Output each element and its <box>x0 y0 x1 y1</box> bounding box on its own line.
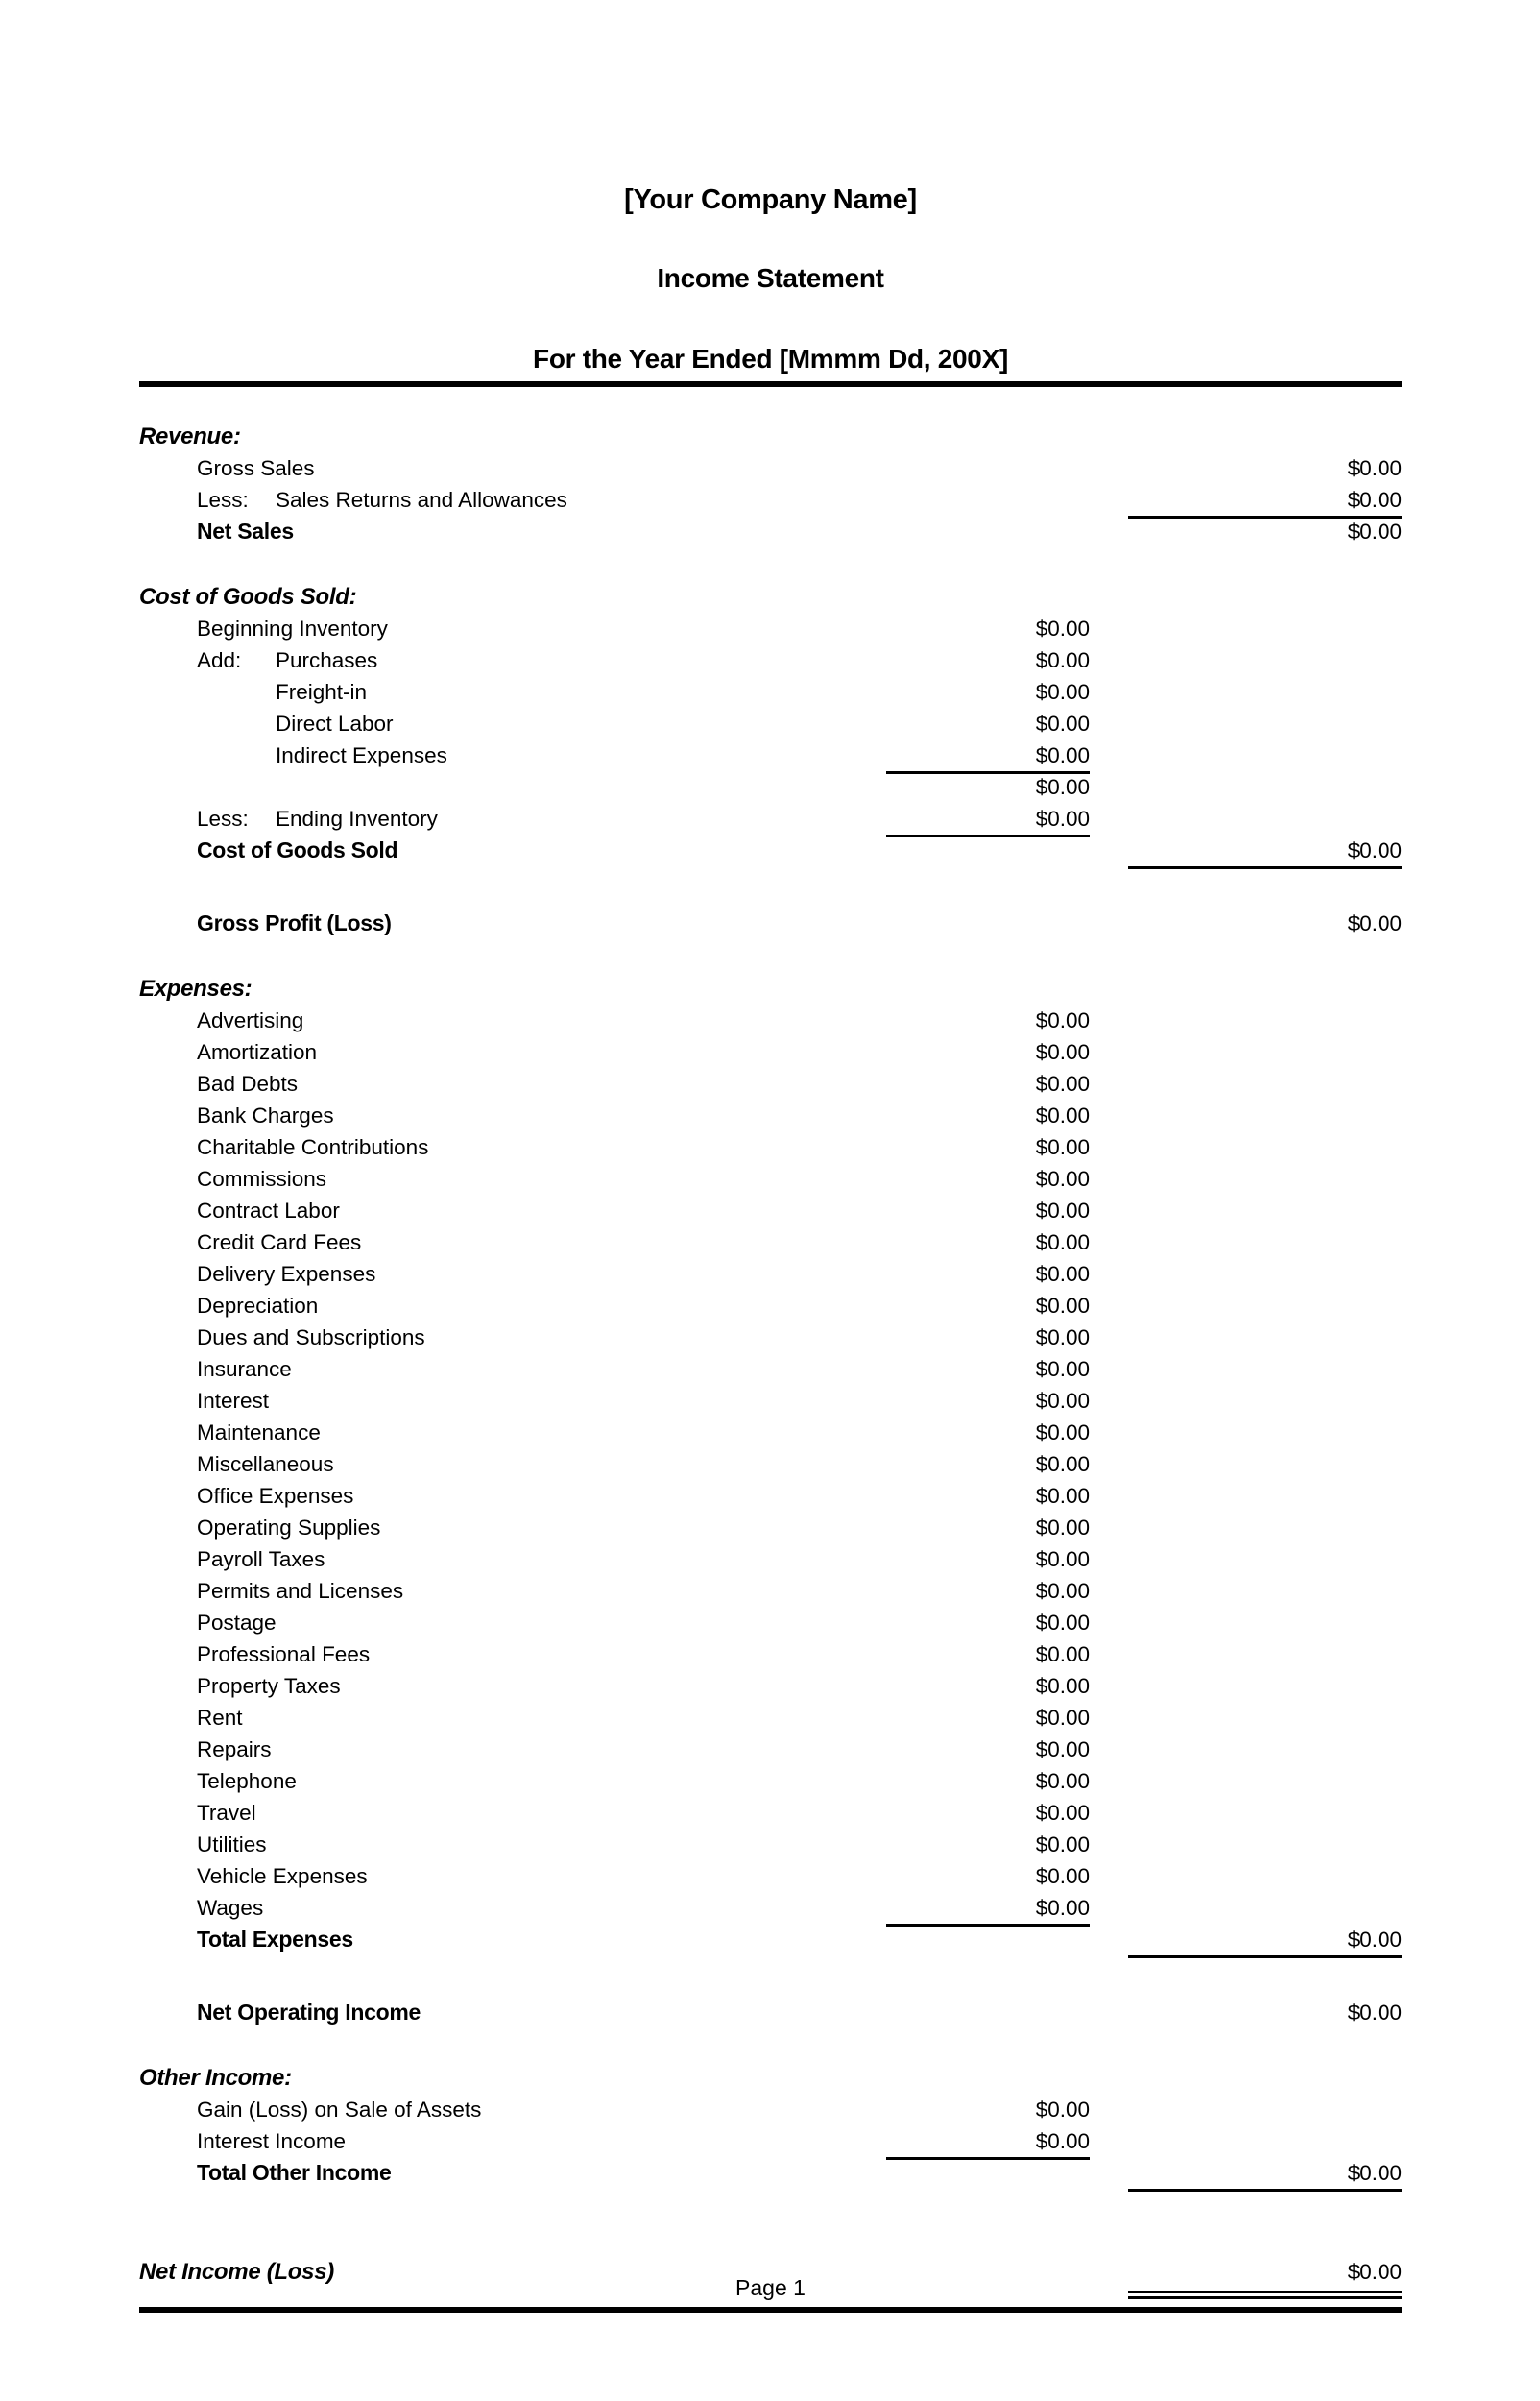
row-label: Ending Inventory <box>276 807 438 831</box>
amount-value-mid: $0.00 <box>1035 1262 1090 1286</box>
amount-value-right: $0.00 <box>1347 2161 1402 2185</box>
item-row <box>139 1258 1402 1290</box>
row-label: Amortization <box>197 1040 318 1064</box>
subtotal-row <box>139 771 1402 803</box>
amount-value-mid: $0.00 <box>1035 1547 1090 1571</box>
row-label: Insurance <box>197 1357 292 1381</box>
row-label: Operating Supplies <box>197 1516 381 1540</box>
amount-value-mid: $0.00 <box>1035 1516 1090 1540</box>
item-row <box>139 803 1402 835</box>
row-label: Indirect Expenses <box>276 743 447 767</box>
section-row <box>139 2062 1402 2094</box>
amount-value-mid: $0.00 <box>1035 2098 1090 2122</box>
amount-value-mid: $0.00 <box>1035 1008 1090 1032</box>
amount-value-mid: $0.00 <box>1035 1864 1090 1888</box>
section-row <box>139 421 1402 452</box>
amount-value-mid: $0.00 <box>1035 807 1090 831</box>
row-label: Net Sales <box>197 519 294 544</box>
row-label: Net Income (Loss) <box>139 2259 334 2285</box>
amount-value-right: $0.00 <box>1347 2001 1402 2025</box>
amount-value-mid: $0.00 <box>1035 1389 1090 1413</box>
row-label: Telephone <box>197 1769 297 1793</box>
row-label: Payroll Taxes <box>197 1547 325 1571</box>
row-label: Credit Card Fees <box>197 1230 362 1254</box>
row-label: Vehicle Expenses <box>197 1864 368 1888</box>
row-label: Purchases <box>276 648 378 672</box>
row-label: Advertising <box>197 1008 304 1032</box>
row-label: Total Expenses <box>197 1927 353 1952</box>
amount-value-mid: $0.00 <box>1035 1167 1090 1191</box>
total-row <box>139 835 1402 866</box>
amount-value-mid: $0.00 <box>1035 1072 1090 1096</box>
amount-value-mid: $0.00 <box>1035 680 1090 704</box>
item-row <box>139 1100 1402 1131</box>
amount-value-mid: $0.00 <box>1035 1484 1090 1508</box>
row-label: Professional Fees <box>197 1642 371 1666</box>
item-row <box>139 676 1402 708</box>
item-row <box>139 484 1402 516</box>
document-header <box>139 182 1402 387</box>
item-row <box>139 2125 1402 2157</box>
item-row <box>139 1512 1402 1543</box>
row-label: Permits and Licenses <box>197 1579 404 1603</box>
row-label: Gross Sales <box>197 456 315 480</box>
row-label: Revenue: <box>139 424 241 449</box>
row-label: Interest Income <box>197 2129 347 2153</box>
item-row <box>139 1480 1402 1512</box>
row-label: Miscellaneous <box>197 1452 334 1476</box>
company-name: [Your Company Name] <box>624 184 917 215</box>
row-label: Wages <box>197 1896 264 1920</box>
item-row <box>139 1322 1402 1353</box>
amount-value-mid: $0.00 <box>1035 1896 1090 1920</box>
amount-value-mid: $0.00 <box>1035 1737 1090 1761</box>
total-row <box>139 516 1402 547</box>
amount-value-right: $0.00 <box>1347 1928 1402 1952</box>
total-row <box>139 908 1402 939</box>
item-row <box>139 1068 1402 1100</box>
item-row <box>139 1829 1402 1860</box>
item-row <box>139 613 1402 644</box>
item-row <box>139 1385 1402 1417</box>
row-prefix: Add: <box>197 648 242 672</box>
total-row <box>139 2157 1402 2189</box>
amount-value-mid: $0.00 <box>1035 1452 1090 1476</box>
statement-title: Income Statement <box>657 263 884 293</box>
amount-value-mid: $0.00 <box>1035 1294 1090 1318</box>
amount-value-mid: $0.00 <box>1035 1199 1090 1223</box>
row-label: Other Income: <box>139 2065 292 2091</box>
row-label: Sales Returns and Allowances <box>276 488 567 512</box>
amount-value-mid: $0.00 <box>1035 1642 1090 1666</box>
item-row <box>139 1005 1402 1036</box>
row-label: Delivery Expenses <box>197 1262 376 1286</box>
item-row <box>139 1417 1402 1448</box>
amount-value-mid: $0.00 <box>1035 1040 1090 1064</box>
section-row <box>139 973 1402 1005</box>
row-label: Interest <box>197 1389 270 1413</box>
underline-rule <box>1128 2189 1402 2192</box>
item-row <box>139 1892 1402 1924</box>
row-label: Gross Profit (Loss) <box>197 910 392 935</box>
row-label: Cost of Goods Sold: <box>139 584 357 610</box>
amount-value-right: $0.00 <box>1347 2260 1402 2284</box>
amount-value-mid: $0.00 <box>1035 648 1090 672</box>
row-label: Expenses: <box>139 976 253 1002</box>
item-row <box>139 1797 1402 1829</box>
item-row <box>139 1163 1402 1195</box>
amount-value-mid: $0.00 <box>1035 1579 1090 1603</box>
section-row <box>139 581 1402 613</box>
amount-value-right: $0.00 <box>1347 488 1402 512</box>
amount-value-mid: $0.00 <box>1035 1103 1090 1128</box>
amount-value-mid: $0.00 <box>1035 743 1090 767</box>
amount-value-mid: $0.00 <box>1035 1420 1090 1444</box>
amount-value-mid: $0.00 <box>1035 775 1090 799</box>
item-row <box>139 1607 1402 1638</box>
row-label: Postage <box>197 1611 277 1635</box>
total-row <box>139 1997 1402 2028</box>
row-label: Gain (Loss) on Sale of Assets <box>197 2098 482 2122</box>
item-row <box>139 1860 1402 1892</box>
row-label: Bank Charges <box>197 1103 334 1128</box>
item-row <box>139 1353 1402 1385</box>
item-row <box>139 1448 1402 1480</box>
row-label: Rent <box>197 1706 243 1730</box>
row-label: Total Other Income <box>197 2160 392 2185</box>
amount-value-right: $0.00 <box>1347 838 1402 862</box>
item-row <box>139 1702 1402 1734</box>
row-label: Beginning Inventory <box>197 617 388 641</box>
amount-value-mid: $0.00 <box>1035 1674 1090 1698</box>
row-prefix: Less: <box>197 488 249 512</box>
statement-body <box>139 421 1402 2288</box>
amount-value-mid: $0.00 <box>1035 1832 1090 1856</box>
row-label: Freight-in <box>276 680 368 704</box>
row-label: Cost of Goods Sold <box>197 837 398 862</box>
amount-value-mid: $0.00 <box>1035 1230 1090 1254</box>
amount-value-right: $0.00 <box>1347 911 1402 935</box>
row-label: Property Taxes <box>197 1674 341 1698</box>
row-label: Office Expenses <box>197 1484 354 1508</box>
item-row <box>139 1131 1402 1163</box>
item-row <box>139 1036 1402 1068</box>
row-label: Commissions <box>197 1167 327 1191</box>
item-row <box>139 1195 1402 1226</box>
row-label: Bad Debts <box>197 1072 299 1096</box>
row-label: Depreciation <box>197 1294 319 1318</box>
amount-value-right: $0.00 <box>1347 520 1402 544</box>
amount-value-mid: $0.00 <box>1035 1325 1090 1349</box>
amount-value-mid: $0.00 <box>1035 1706 1090 1730</box>
item-row <box>139 1575 1402 1607</box>
item-row <box>139 1734 1402 1765</box>
item-row <box>139 2094 1402 2125</box>
amount-value-right: $0.00 <box>1347 456 1402 480</box>
row-label: Travel <box>197 1801 256 1825</box>
amount-value-mid: $0.00 <box>1035 1357 1090 1381</box>
amount-value-mid: $0.00 <box>1035 1135 1090 1159</box>
row-label: Contract Labor <box>197 1199 340 1223</box>
item-row <box>139 1638 1402 1670</box>
item-row <box>139 740 1402 771</box>
item-row <box>139 1670 1402 1702</box>
row-label: Net Operating Income <box>197 2000 421 2025</box>
item-row <box>139 452 1402 484</box>
item-row <box>139 1543 1402 1575</box>
row-prefix: Less: <box>197 807 249 831</box>
header-rule <box>139 381 1402 387</box>
item-row <box>139 1226 1402 1258</box>
row-label: Dues and Subscriptions <box>197 1325 425 1349</box>
total-row <box>139 1924 1402 1955</box>
footer-rule <box>139 2307 1402 2313</box>
row-label: Charitable Contributions <box>197 1135 429 1159</box>
item-row <box>139 1765 1402 1797</box>
amount-value-mid: $0.00 <box>1035 2129 1090 2153</box>
row-label: Utilities <box>197 1832 267 1856</box>
item-row <box>139 644 1402 676</box>
period-line: For the Year Ended [Mmmm Dd, 200X] <box>533 344 1008 374</box>
underline-rule <box>1128 866 1402 869</box>
amount-value-mid: $0.00 <box>1035 1769 1090 1793</box>
row-label: Repairs <box>197 1737 272 1761</box>
underline-rule <box>1128 1955 1402 1958</box>
row-label: Maintenance <box>197 1420 321 1444</box>
amount-value-mid: $0.00 <box>1035 712 1090 736</box>
amount-value-mid: $0.00 <box>1035 617 1090 641</box>
amount-value-mid: $0.00 <box>1035 1611 1090 1635</box>
amount-value-mid: $0.00 <box>1035 1801 1090 1825</box>
item-row <box>139 1290 1402 1322</box>
row-label: Direct Labor <box>276 712 394 736</box>
item-row <box>139 708 1402 740</box>
document-footer <box>139 2274 1402 2313</box>
page-number-label: Page 1 <box>735 2275 806 2300</box>
